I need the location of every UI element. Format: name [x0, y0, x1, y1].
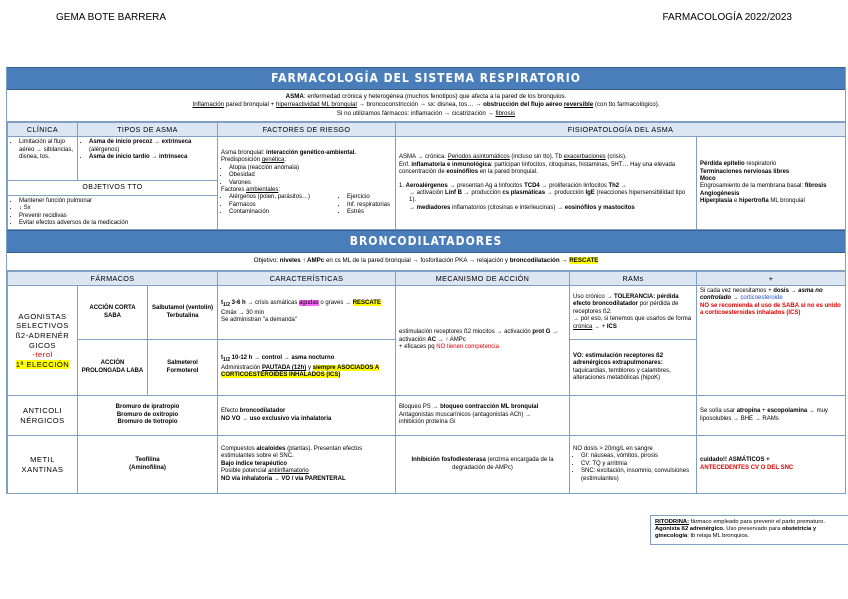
- text: Aeroalérgenos: [405, 182, 448, 189]
- text: Si no utilizamos fármacos: inflamación → cicatrización →: [336, 109, 496, 117]
- objetivos-cell: [8, 195, 218, 230]
- text: cs plasmáticas: [502, 190, 546, 197]
- text: METIL: [30, 454, 55, 464]
- text: +: [760, 408, 768, 415]
- text: crónica: [573, 323, 593, 330]
- text: en cs ML de la pared bronquial → fosforilación PKA → relajación y: [324, 257, 510, 265]
- text: exacerbaciones: [563, 154, 606, 161]
- text: Inhibición fosfodiesterasa: [411, 457, 486, 464]
- text-obstruccion: obstrucción del flujo aéreo: [483, 101, 564, 109]
- header-mecanismo: MECANISMO DE ACCIÓN: [396, 271, 570, 285]
- objetivo-item: • Mantener función pulmonar: [19, 198, 214, 205]
- anticol-caracteristicas: [218, 396, 396, 436]
- text: RITODRINA:: [655, 519, 690, 525]
- text: →: [409, 204, 417, 211]
- change-line: [700, 161, 842, 168]
- header-plus: +: [697, 271, 846, 285]
- text: (enzima encargada de la degradación de AMPc): [452, 457, 554, 471]
- saba-type: ACCIÓN CORTA SABA: [78, 286, 148, 340]
- text: Th2: [608, 182, 620, 189]
- fisio-line: [399, 162, 693, 177]
- text: ML bronquial: [768, 198, 805, 205]
- text-line: [399, 344, 566, 351]
- anticol-drugs: [78, 396, 218, 436]
- header-caracteristicas: CARACTERÍSTICAS: [218, 271, 396, 285]
- text: → presentan Ag a linfocitos: [447, 182, 525, 189]
- text: VO: estimulación receptores ß2 adrenérgicos extrapulmonares:: [573, 352, 664, 367]
- fisio-step: [399, 183, 693, 190]
- text: 10-12 h: [229, 355, 253, 362]
- gen-factor: • Atopia (reacción anómala): [229, 165, 392, 172]
- text: → producción: [462, 190, 503, 197]
- text-line: [221, 355, 392, 365]
- fisio-line: [399, 154, 693, 161]
- text: Predisposición: [221, 157, 262, 164]
- text: :: [278, 187, 281, 194]
- text: 1.: [399, 182, 406, 189]
- text: Factores: [221, 187, 247, 194]
- text: → muy liposolubles → BHE → RAMs: [700, 408, 828, 422]
- factores-line: [221, 150, 392, 157]
- anticol-rams: [570, 396, 697, 436]
- text: niveles ↑ AMPc: [279, 257, 325, 265]
- text: → ↑ AMPc: [436, 336, 466, 343]
- laba-rams: [570, 340, 697, 396]
- text: 3-6 h: [229, 300, 246, 307]
- text-line: [573, 294, 693, 316]
- text: (Aminofilina): [129, 464, 166, 471]
- text: Objetivo:: [253, 257, 280, 265]
- text: Posible potencial: [221, 468, 269, 475]
- text: interacción genético-ambiental.: [266, 149, 357, 156]
- text: Administración: [221, 364, 263, 371]
- laba-caracteristicas: [218, 340, 396, 396]
- broncodilatadores-table: [7, 271, 846, 494]
- group-anticolinergicos: [8, 396, 78, 436]
- text: e: [732, 198, 740, 205]
- objetivo-item: • ↓ Sx: [19, 205, 214, 212]
- tipo-tardio: • Asma de inicio tardío → intrínseca: [89, 154, 214, 161]
- text: Se solía usar: [700, 408, 737, 415]
- text: antiinflamatorio: [268, 468, 309, 475]
- header-tipos: TIPOS DE ASMA: [78, 122, 218, 136]
- text: Compuestos: [221, 446, 257, 453]
- clinica-cell: [8, 137, 78, 181]
- text: TCD4: [524, 182, 540, 189]
- broncodilatadores-title: BRONCODILATADORES: [7, 230, 845, 253]
- laba-drugs: Salmeterol Formoterol: [148, 340, 218, 396]
- objetivo-item: • Prevenir recidivas: [19, 213, 214, 220]
- text: obstetricia y ginecología: [655, 526, 817, 540]
- metil-mecanismo: [396, 436, 570, 494]
- text: PAUTADA (12h): [262, 364, 307, 371]
- agonistas-mecanismo: [396, 286, 570, 396]
- text-line: NO VO → uso exclusivo vía inhalatoria: [221, 415, 332, 422]
- text: Bromuro de ipratropio: [115, 404, 180, 411]
- group-metilxantinas: [8, 436, 78, 494]
- text: AGONISTAS: [18, 311, 67, 321]
- fisio-cell: [396, 137, 697, 230]
- text: →: [252, 355, 262, 362]
- text-line: NO se recomienda el uso de SABA si no es unido a corticoesteroides inhalados (ICS): [700, 302, 841, 317]
- text: broncodilatación: [509, 257, 560, 265]
- summary-sheet: [6, 67, 846, 494]
- text: →: [559, 257, 570, 265]
- text-line: ANTECEDENTES CV O DEL SNC: [700, 464, 794, 471]
- factores-line: [221, 187, 392, 194]
- text-line: cuidado!! ASMÁTICOS +: [700, 457, 770, 464]
- text-line: NO dosis > 20mg/L en sangre: [573, 446, 653, 453]
- text: estimulación receptores ß2 miocitos → activación: [399, 329, 533, 336]
- amb-factors: [221, 194, 392, 216]
- text-hiperreactividad: hiperreactividad ML bronquial: [275, 101, 357, 109]
- header-rams: RAMs: [570, 271, 697, 285]
- text: Asma bronquial:: [221, 149, 267, 156]
- text: :: [284, 157, 287, 164]
- factores-cell: [218, 137, 396, 230]
- text: Agonista ß2 adrenérgico.: [655, 526, 725, 533]
- text: eosinófilos: [446, 169, 479, 176]
- text: mediadores: [416, 204, 451, 211]
- text: agudas: [299, 300, 319, 307]
- text-line: inhibición proteína Gi: [399, 419, 456, 426]
- change-line: Terminaciones nerviosas libres: [700, 168, 790, 175]
- text: Linf B: [445, 190, 463, 197]
- saba-rams: [570, 286, 697, 340]
- metil-rams: [570, 436, 697, 494]
- change-line: [700, 198, 842, 205]
- ritodrina-note: [650, 515, 848, 545]
- tipos-cell: [78, 137, 218, 181]
- anticol-plus: [697, 396, 846, 436]
- text: -terol: [32, 350, 53, 360]
- text: respiratorio: [744, 161, 777, 168]
- metil-plus: [697, 436, 846, 494]
- text-line: Antagonistas muscarínicos (antagonistas ACh) →: [399, 411, 532, 418]
- objetivo-line: [7, 253, 845, 270]
- page-header: [56, 12, 792, 26]
- change-line: [700, 183, 842, 190]
- text-line: NO vía inhalatoria → VO / vía PARENTERAL: [221, 475, 346, 482]
- text-line: Cmáx → 30 min: [221, 309, 265, 316]
- text-line: [399, 329, 566, 344]
- text: Uso crónico →: [573, 294, 615, 301]
- text-line: [573, 353, 693, 383]
- gen-factor: • Obesidad: [229, 172, 392, 179]
- text: Uso preservado para: [724, 526, 782, 533]
- text: bloqueo contracción ML bronquial: [440, 404, 539, 411]
- text: 1/2: [223, 302, 230, 309]
- ram-item: • GI: náuseas, vómitos, pirosis: [581, 453, 693, 460]
- text: o graves →: [318, 300, 353, 307]
- amb-factor: • Ejercicio: [347, 194, 390, 201]
- text: XANTINAS: [21, 464, 64, 474]
- text: dosis: [773, 288, 789, 295]
- text: ASMA → crónica.: [399, 154, 448, 161]
- laba-type: ACCIÓN PROLONGADA LABA: [78, 340, 148, 396]
- text: (reacciones hipersensibilidad tipo 1).: [409, 190, 686, 204]
- text: → por eso, si tenemos que usarlos de forma: [573, 316, 692, 323]
- amb-factor: • Alérgenos (polen, parásitos…): [229, 194, 339, 201]
- main-title: FARMACOLOGÍA DEL SISTEMA RESPIRATORIO: [7, 67, 845, 90]
- ram-item: • SNC: excitación, insomnio, convulsiones (estimulantes): [581, 468, 693, 483]
- asma-label: ASMA: [285, 93, 304, 100]
- text: →: [619, 182, 627, 189]
- text: Teofilina: [135, 457, 160, 464]
- text: en la pared bronquial.: [478, 169, 538, 176]
- text: t: [221, 355, 224, 362]
- text: atropina: [736, 408, 761, 415]
- text-line: [700, 408, 842, 423]
- ram-item: • CV: TQ y arritmia: [581, 461, 693, 468]
- text: ß2-ADRENÉR: [15, 330, 70, 340]
- text: Enf.: [399, 161, 412, 168]
- text: Hiperplasia: [700, 198, 733, 205]
- text: Efecto: [221, 408, 240, 415]
- author-name: GEMA BOTE BARRERA: [56, 12, 167, 23]
- text: (alérgenos): [89, 146, 120, 153]
- text: broncodilatador: [239, 408, 286, 415]
- text: (con tto farmacológico).: [593, 101, 660, 109]
- change-line: Moco: [700, 175, 716, 182]
- text: alcaloides: [256, 446, 286, 453]
- text-fibrosis: fibrosis: [495, 109, 516, 117]
- text: Engrosamiento de la membrana basal:: [700, 183, 805, 190]
- fisio-step: [399, 190, 693, 205]
- text: Si cada vez necesitamos +: [700, 288, 774, 295]
- text: → activación: [409, 190, 446, 197]
- text: → proliferación linfocitos: [539, 182, 609, 189]
- text: : participan linfocitos, citoquinas, histaminas, 5HT… Hay una elevada concentración de: [399, 161, 676, 176]
- metil-caracteristicas: [218, 436, 396, 494]
- text: Pérdida epitelio: [700, 161, 745, 168]
- text: inflamatoria e inmunológica: [411, 161, 492, 168]
- header-factores: FACTORES DE RIESGO: [218, 122, 396, 136]
- fisio-step: [399, 205, 693, 212]
- objetivo-item: • Evitar efectos adversos de la medicación: [19, 220, 214, 227]
- text: inflamatorios (citosinas e interleucinas) →: [450, 204, 565, 211]
- text: → crisis asmáticas: [245, 300, 299, 307]
- asma-definition: : enfermedad crónica y heterogénea (muchos fenotipos) que afecta a la pared de los bronquios.: [303, 93, 567, 100]
- text: taquicardias, temblores y calambres, alteraciones metabólicas (hipoK): [573, 367, 671, 381]
- factores-line: [221, 157, 392, 164]
- header-fisiopatologia: FISIOPATOLOGÍA DEL ASMA: [396, 122, 846, 136]
- course-title: FARMACOLOGÍA 2022/2023: [662, 12, 792, 23]
- clinica-item: • Limitación al flujo aéreo → sibilancias, disnea, tos.: [19, 139, 74, 161]
- text: Asma de inicio precoz → extrínseca: [89, 139, 192, 146]
- tipo-precoz: [89, 139, 214, 154]
- amb-factor: • Contaminación: [229, 209, 339, 216]
- text: corticoesteroide: [740, 295, 783, 302]
- text: asma nocturno: [291, 355, 335, 362]
- text: hipertrofia: [739, 198, 769, 205]
- text: siempre ASOCIADOS A CORTICOESTEROIDES INHALADOS (ICS): [221, 364, 380, 379]
- agonistas-plus: [697, 286, 846, 396]
- text: (incluso sin tto). Tb: [509, 154, 564, 161]
- text-line: Se administran "a demanda": [221, 317, 298, 324]
- amb-factor: • Fármacos: [229, 202, 339, 209]
- text: →: [788, 288, 799, 295]
- text: →: [282, 355, 292, 362]
- text: eosinófilos y mastocitos: [564, 204, 635, 211]
- text: TOLERANCIA: pérdida efecto broncodilatador: [573, 294, 679, 308]
- text-line: [700, 288, 842, 303]
- anticol-mecanismo: [396, 396, 570, 436]
- text: ANTICOLI: [22, 405, 63, 415]
- text-line: [573, 316, 693, 331]
- text: fármaco empleado para prevenir el parto prematuro.: [689, 519, 826, 525]
- text: escopolamina: [767, 408, 808, 415]
- text: NÉRGICOS: [20, 415, 65, 425]
- text: ICS: [606, 323, 617, 330]
- text: IgE: [585, 190, 595, 197]
- text: por pérdida de receptores ß2:: [573, 301, 679, 315]
- text: 1/2: [223, 357, 230, 364]
- text: NO tienen competencia: [436, 344, 499, 351]
- text: (crisis).: [605, 154, 627, 161]
- text: GICOS: [29, 340, 56, 350]
- text: Periodos asintomáticos: [447, 154, 510, 161]
- text-line: [221, 408, 392, 415]
- text-line: [221, 468, 392, 475]
- saba-drugs: Salbutamol (ventolin) Terbutalina: [148, 286, 218, 340]
- saba-caracteristicas: [218, 286, 396, 340]
- text: prot G: [532, 329, 551, 336]
- respiratory-table: [7, 122, 846, 230]
- text-reversible: reversible: [563, 101, 594, 109]
- text: y: [306, 364, 313, 371]
- text: genética: [261, 157, 285, 164]
- text: t: [221, 300, 224, 307]
- text-line: [399, 404, 566, 411]
- text-line: Bajo índice terapéutico: [221, 460, 288, 467]
- amb-factor: • Inf. respiratorias: [347, 202, 390, 209]
- text: fibrosis: [804, 183, 827, 190]
- text: control: [261, 355, 283, 362]
- text: AC: [427, 336, 437, 343]
- text: →: [731, 295, 741, 302]
- gen-factor: • Varones: [229, 180, 392, 187]
- text: → broncoconstricción → sx: disnea, tos… →: [356, 101, 484, 109]
- header-clinica: CLÍNICA: [8, 122, 78, 136]
- fisio-changes-cell: [697, 137, 846, 230]
- text: Bloqueo PS →: [399, 404, 441, 411]
- metil-drugs: [78, 436, 218, 494]
- text: 1ª ELECCIÓN: [15, 359, 70, 369]
- text: + eficaces pq: [399, 344, 437, 351]
- text: → producción: [545, 190, 586, 197]
- text: SELECTIVOS: [16, 321, 69, 331]
- intro-block: [7, 90, 845, 122]
- text: → activación: [399, 329, 559, 343]
- text: → +: [592, 323, 607, 330]
- text: Bromuro de tiotropio: [117, 419, 178, 426]
- header-farmacos: FÁRMACOS: [8, 271, 218, 285]
- text: : tb relaja ML bronquios.: [687, 533, 750, 540]
- text: (plantas). Presentan efectos estimulantes sobre el SNC.: [221, 446, 363, 460]
- objetivos-title: OBJETIVOS TTO: [8, 181, 218, 195]
- text-line: [221, 300, 392, 310]
- group-agonistas: [8, 286, 78, 396]
- text: asma no controlado: [700, 288, 823, 302]
- text: ambientales: [246, 187, 279, 194]
- text-line: [221, 446, 392, 461]
- text: Bromuro de oxitropio: [116, 411, 179, 418]
- text: RESCATE: [352, 300, 381, 307]
- text: RESCATE: [569, 257, 599, 265]
- text-line: [221, 365, 392, 380]
- change-line: Angiogénesis: [700, 190, 740, 197]
- amb-factor: • Estrés: [347, 209, 390, 216]
- text-inflamacion: Inflamación: [192, 101, 225, 109]
- text: pared bronquial +: [224, 101, 276, 109]
